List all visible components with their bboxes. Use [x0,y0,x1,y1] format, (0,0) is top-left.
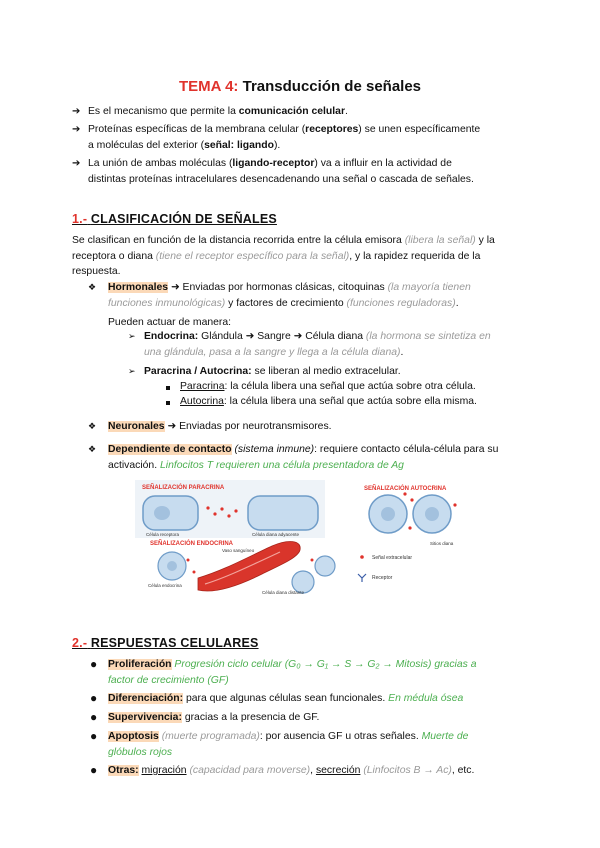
cell-nucleus [154,506,170,520]
response-item: Diferenciación: para que algunas células sean funcionales. En médula ósea [108,693,464,704]
arrow-bullet-icon: ➔ [72,158,81,169]
intro-item: ➔ Es el mecanismo que permite la comunicación celular. [88,104,528,120]
cell-nucleus [381,507,395,521]
paracrina-autocrina-item: Paracrina / Autocrina: se liberan al medio extracelular. [144,366,401,377]
receptor-legend-icon [358,574,366,582]
response-item: Supervivencia: gracias a la presencia de GF. [108,712,320,723]
arrowhead-bullet-icon: ➢ [128,366,136,376]
distant-target-label: Célula diana distante [262,590,305,595]
signal-legend-label: Señal extracelular [372,555,413,561]
signal-dot [234,509,237,512]
signal-dot [193,571,196,574]
section-heading-1: 1.- CLASIFICACIÓN DE SEÑALES [72,212,277,226]
cell-nucleus [425,507,439,521]
autocrine-label: SEÑALIZACIÓN AUTOCRINA [364,486,447,492]
neuronales-item: Neuronales ➜ Enviadas por neurotransmisores. [108,421,332,432]
intro-item: ➔ Proteínas específicas de la membrana celular (receptores) se unen específicamente a moléculas del exterior (señal: ligando). [72,124,481,151]
round-bullet-icon: ● [90,763,98,777]
response-item: Otras: migración (capacidad para moverse), secreción (Linfocitos B → Ac), etc. [108,765,475,776]
signal-dot [453,503,456,506]
signal-dot [403,492,406,495]
signal-dot [410,498,413,501]
endocrina-item: Endocrina: Glándula ➜ Sangre ➜ Célula diana (la hormona se sintetiza en una glándula, pasa a la sangre y llega a la célula diana). [144,331,491,358]
receptor-legend-label: Receptor [372,575,393,581]
paracrine-label: SEÑALIZACIÓN PARACRINA [142,485,225,491]
signal-legend-icon [360,555,364,559]
distant-target-cell [315,556,335,576]
contacto-item: Dependiente de contacto (sistema inmune): requiere contacto célula-célula para su activación. Linfocitos T requieren una célula presentadora de Ag [108,444,499,471]
response-item: Apoptosis (muerte programada): por ausencia GF u otras señales. Muerte de glóbulos rojos [108,731,469,758]
signal-dot [227,514,230,517]
emitter-cell [143,496,198,530]
signal-dot [311,559,314,562]
signal-dot [206,506,209,509]
intro-item: ➔ La unión de ambas moléculas (ligando-receptor) va a influir en la actividad de distintas proteínas intracelulares desencadenando una señal o cascada de señales. [72,158,474,185]
title-text: Transducción de señales [242,78,422,95]
paracrina-subitem: Paracrina: la célula libera una señal que actúa sobre otra célula. [180,381,476,392]
diamond-bullet-icon: ❖ [88,444,97,454]
arrow-bullet-icon: ➔ [72,106,81,117]
section-1-intro: Se clasifican en función de la distancia recorrida entre la célula emisora (libera la señal) y la receptora o diana (tiene el receptor específico para la señal), y la rapidez requerida de la respuesta. [72,235,495,277]
endocrine-cell-label: Célula endocrina [148,583,182,588]
signal-dot [213,512,216,515]
cell-nucleus [167,561,177,571]
arrowhead-bullet-icon: ➢ [128,331,136,341]
response-item: Proliferación Progresión ciclo celular (G₀ → G₁ → S → G₂ → Mitosis) gracias a factor de crecimiento (GF) [108,659,477,686]
title-number: TEMA 4: [178,78,239,95]
diamond-bullet-icon: ❖ [88,421,97,431]
hormonales-item: Hormonales ➜ Enviadas por hormonas clásicas, citoquinas (la mayoría tienen funciones inmunológicas) y factores de crecimiento (funciones reguladoras). [108,282,471,309]
signal-dot [187,559,190,562]
signal-dot [408,526,411,529]
round-bullet-icon: ● [90,710,98,724]
endocrine-label: SEÑALIZACIÓN ENDOCRINA [150,541,234,547]
receptor-cell-label: Célula receptora [146,532,180,537]
round-bullet-icon: ● [90,657,98,671]
vessel-label: Vaso sanguíneo [222,548,255,553]
round-bullet-icon: ● [90,729,98,743]
autocrina-subitem: Autocrina: la célula libera una señal que actúa sobre ella misma. [180,396,477,407]
round-bullet-icon: ● [90,691,98,705]
adjacent-target-label: Célula diana adyacente [252,532,300,537]
arrow-bullet-icon: ➔ [72,124,81,135]
diamond-bullet-icon: ❖ [88,282,97,292]
adjacent-target-cell [248,496,318,530]
signal-dot [220,507,223,510]
pueden-actuar-text: Pueden actuar de manera: [108,317,232,328]
section-heading-2: 2.- RESPUESTAS CELULARES [72,636,259,650]
target-sites-label: Sitios diana [430,541,454,546]
